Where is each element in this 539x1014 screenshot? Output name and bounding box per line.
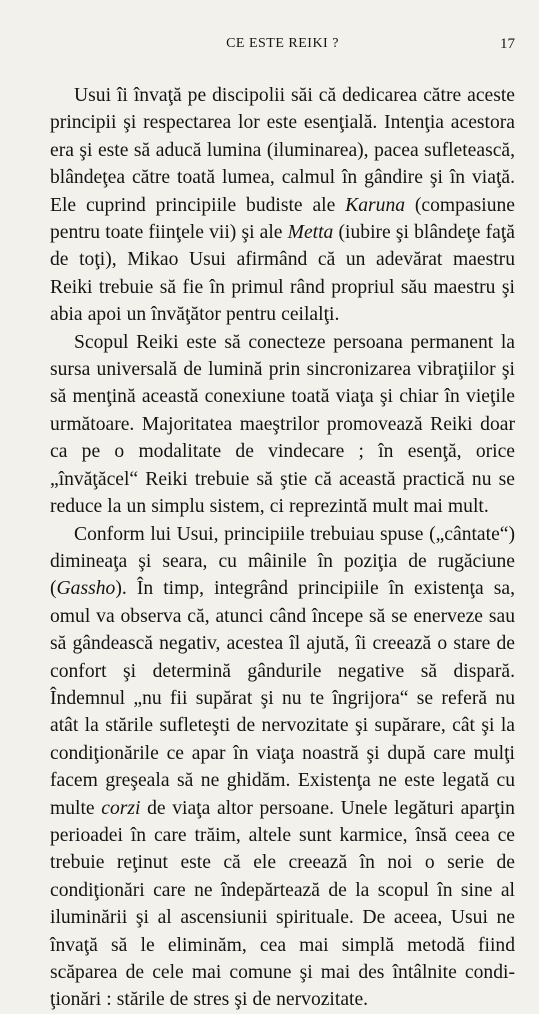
paragraph-2: Scopul Reiki este să conecteze persoana permanent la sursa universală de lumină prin sincronizarea vibraţiilor şi să menţină această conexiune toată viaţa şi chiar în vieţile următoare. Majoritatea maeştrilor promovează Reiki doar ca pe o modalitate de vindecare ; în esenţă, orice „învăţăcel“ Reiki trebuie să ştie că această practică nu se reduce la un simplu sistem, ci reprezintă mult mai mult. xyxy=(50,331,515,518)
term-metta: Metta xyxy=(287,222,334,244)
paragraph-1-text-c: (iubire şi blândeţe faţă de toţi), Mikao Usui afirmând că un adevărat maestru Reiki trebuie să fie în primul rând propriul său maestru şi abia apoi un învăţător pentru ceilalţi. xyxy=(50,222,515,326)
paragraph-3-text-a: Conform lui Usui, principiile trebuiau spuse („cântate“) dimineaţa şi seara, cu mâinile în poziţia de rugăciune ( xyxy=(50,523,515,600)
body-text xyxy=(50,82,515,1014)
paragraph-3-text-c: de viaţa altor persoane. Unele legături aparţin perioadei în care trăim, altele sunt karmice, însă ceea ce trebuie reţinut este că ele creează în noi o serie de condiţionări care ne îndepărtează de la scopul în sine al iluminării şi al ascensiunii spirituale. De aceea, Usui ne învaţă să le eliminăm, cea mai simplă metodă fiind scăparea de cele mai comune şi mai des întâlnite condi-ţionări : stările de stres şi de nervozitate. xyxy=(50,797,515,1011)
page-number: 17 xyxy=(500,36,515,52)
term-karuna: Karuna xyxy=(345,194,406,216)
paragraph-1 xyxy=(50,82,515,329)
running-title: CE ESTE REIKI ? xyxy=(226,36,339,51)
running-head xyxy=(50,36,515,56)
term-gassho: Gassho xyxy=(56,578,116,600)
term-corzi: corzi xyxy=(101,797,141,819)
paragraph-1-text-b: (compasiune pentru toate fiinţele vii) şi ale xyxy=(50,194,516,244)
paragraph-3 xyxy=(50,521,515,1014)
paragraph-3-text-b: ). În timp, integrând principiile în existenţa sa, omul va observa că, atunci când începe să se enerveze sau să gândească negativ, acestea îl ajută, îi creează o stare de confort şi determină gândurile negative să dispară. Îndemnul „nu fii supărat şi nu te îngrijora“ se referă nu atât la stările sufleteşti de nervozitate şi supărare, cât şi la condiţionările ce apar în viaţa noastră şi după care mulţi facem greşeala să ne ghidăm. Existenţa ne este legată cu multe xyxy=(50,578,515,819)
paragraph-1-text-a: Usui îi învaţă pe discipolii săi că dedicarea către aceste principii şi respectarea lor este esenţială. Intenţia acestora era şi este să aducă lumina (iluminarea), pacea sufletească, blândeţea către toată lumea, calmul în gândire şi în viaţă. Ele cuprind principiile budiste ale xyxy=(50,85,515,216)
